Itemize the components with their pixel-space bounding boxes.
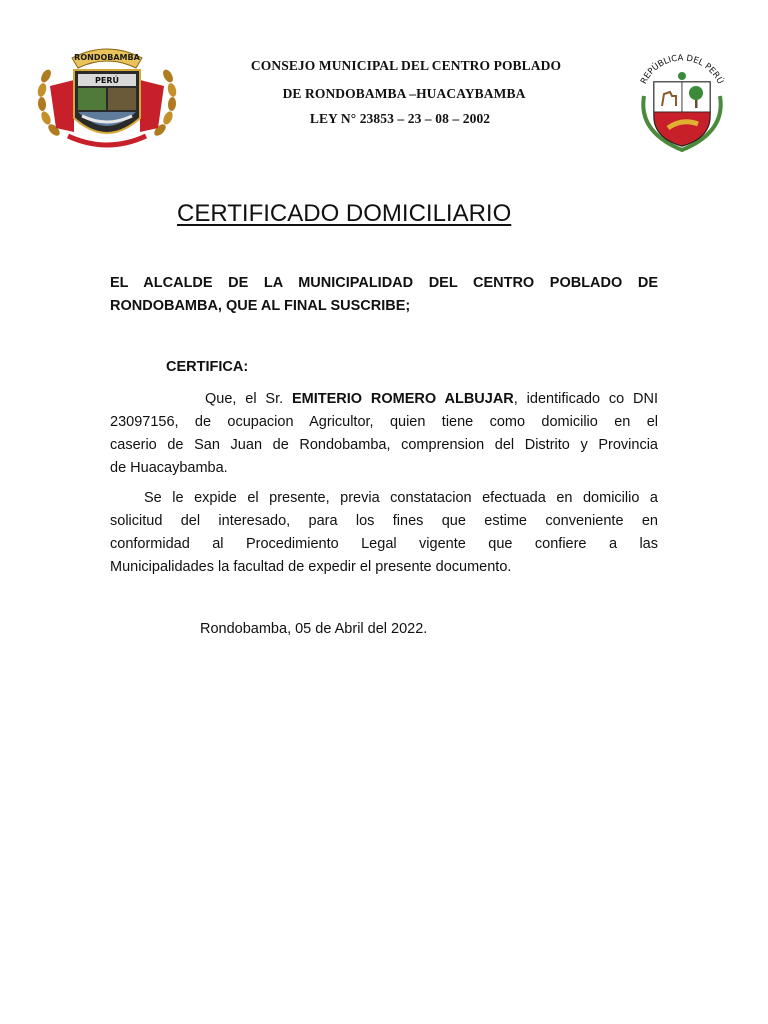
paragraph-line: caserio de San Juan de Rondobamba, comprension del Distrito y Provincia [110,437,658,453]
paragraph-line [110,388,658,411]
date-line: Rondobamba, 05 de Abril del 2022. [200,621,428,637]
document-title: CERTIFICADO DOMICILIARIO [177,200,512,227]
certification-paragraph [110,388,658,480]
resident-name: EMITERIO ROMERO ALBUJAR [292,391,514,407]
paragraph-line: Municipalidades la facultad de expedir el presente documento. [110,559,512,575]
header-locality: DE RONDOBAMBA –HUACAYBAMBA [282,86,526,101]
intro-line: EL ALCALDE DE LA MUNICIPALIDAD DEL CENTRO POBLADO DE [110,275,658,291]
paragraph-suffix: , identificado co DNI [513,391,658,407]
paragraph-line: conformidad al Procedimiento Legal vigente que confiere a las [110,536,658,552]
paragraph-line: solicitud del interesado, para los fines que estime conveniente en [110,513,658,529]
header-council-name: CONSEJO MUNICIPAL DEL CENTRO POBLADO [250,58,562,73]
intro-paragraph [110,272,658,318]
paragraph-prefix: Que, el Sr. [205,391,292,407]
svg-text:REPÚBLICA DEL PERÚ [639,53,727,85]
arms-arc-text: REPÚBLICA DEL PERÚ [639,53,725,86]
issuance-paragraph [110,487,658,579]
paragraph-line: de Huacaybamba. [110,460,228,476]
certifica-heading: CERTIFICA: [166,359,249,375]
peru-coat-of-arms-logo [630,50,734,154]
header-law-reference: LEY N° 23853 – 23 – 08 – 2002 [309,111,491,126]
logo-banner-text: PERÚ [95,76,119,85]
logo-top-text: RONDOBAMBA [74,53,140,62]
paragraph-line: 23097156, de ocupacion Agricultor, quien tiene como domicilio en el [110,414,658,430]
paragraph-line: Se le expide el presente, previa constatacion efectuada en domicilio a [144,490,658,506]
intro-line: RONDOBAMBA, QUE AL FINAL SUSCRIBE; [110,298,411,314]
